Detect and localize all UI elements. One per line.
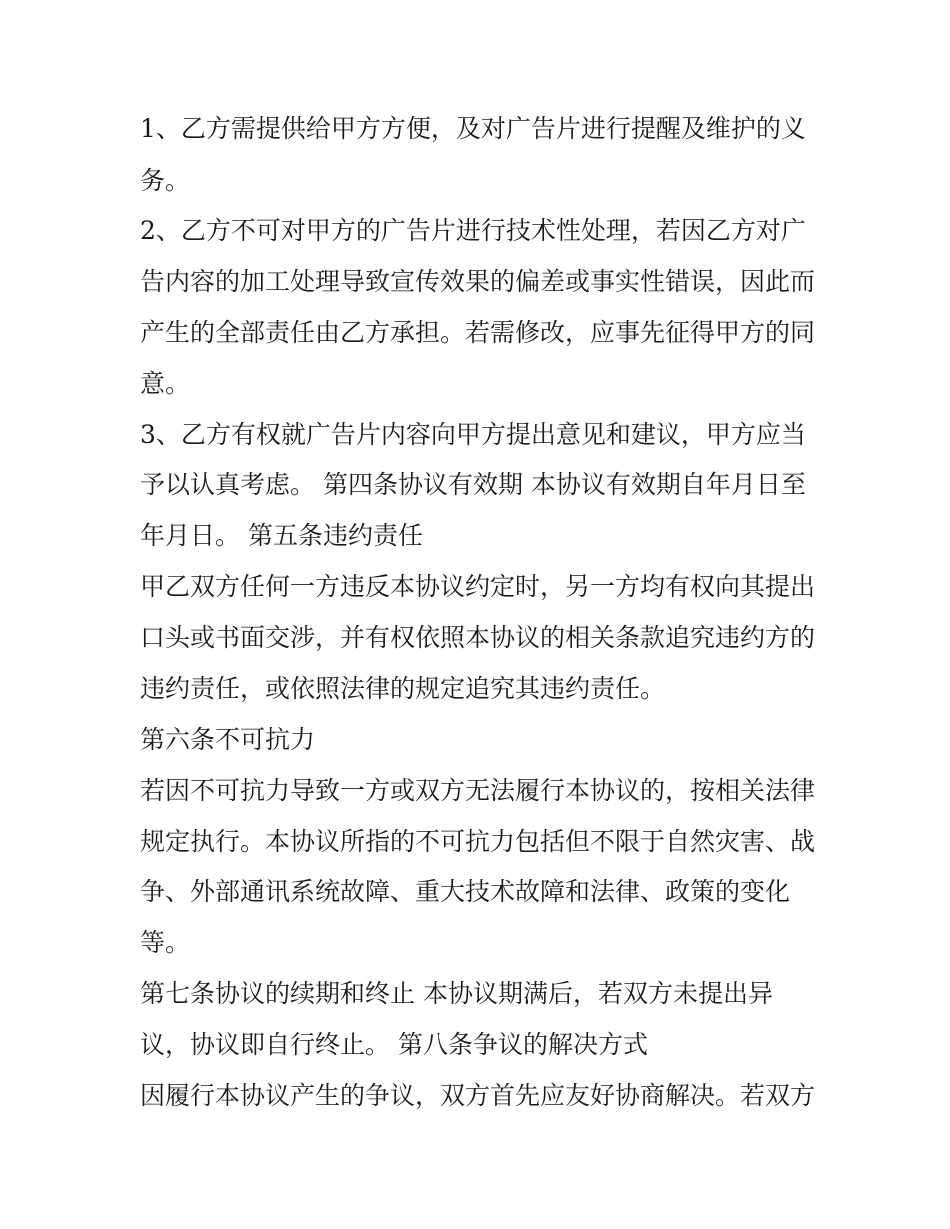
document-line: 产生的全部责任由乙方承担。若需修改，应事先征得甲方的同: [140, 318, 816, 347]
document-line: 甲乙双方任何一方违反本协议约定时，另一方均有权向其提出: [140, 572, 816, 601]
document-line: 若因不可抗力导致一方或双方无法履行本协议的，按相关法律: [140, 776, 816, 805]
document-line: 争、外部通讯系统故障、重大技术故障和法律、政策的变化: [140, 877, 791, 906]
document-line: 议，协议即自行终止。 第八条争议的解决方式: [140, 1030, 648, 1059]
document-line: 违约责任，或依照法律的规定追究其违约责任。: [140, 674, 666, 703]
document-line: 年月日。 第五条违约责任: [140, 521, 423, 550]
document-line: 2、乙方不可对甲方的广告片进行技术性处理，若因乙方对广: [140, 216, 806, 245]
document-line: 务。: [140, 166, 191, 195]
document-line: 1、乙方需提供给甲方方便，及对广告片进行提醒及维护的义: [140, 114, 806, 143]
document-heading: 第六条不可抗力: [140, 725, 316, 754]
document-line: 等。: [140, 928, 191, 957]
document-line: 因履行本协议产生的争议，双方首先应友好协商解决。若双方: [140, 1081, 816, 1110]
document-line: 规定执行。本协议所指的不可抗力包括但不限于自然灾害、战: [140, 827, 816, 856]
document-line: 予以认真考虑。 第四条协议有效期 本协议有效期自年月日至: [140, 470, 806, 499]
document-line: 告内容的加工处理导致宣传效果的偏差或事实性错误，因此而: [140, 267, 816, 296]
document-line: 3、乙方有权就广告片内容向甲方提出意见和建议，甲方应当: [140, 420, 806, 449]
document-line: 第七条协议的续期和终止 本协议期满后，若双方未提出异: [140, 979, 773, 1008]
document-line: 意。: [140, 369, 191, 398]
document-line: 口头或书面交涉，并有权依照本协议的相关条款追究违约方的: [140, 623, 816, 652]
